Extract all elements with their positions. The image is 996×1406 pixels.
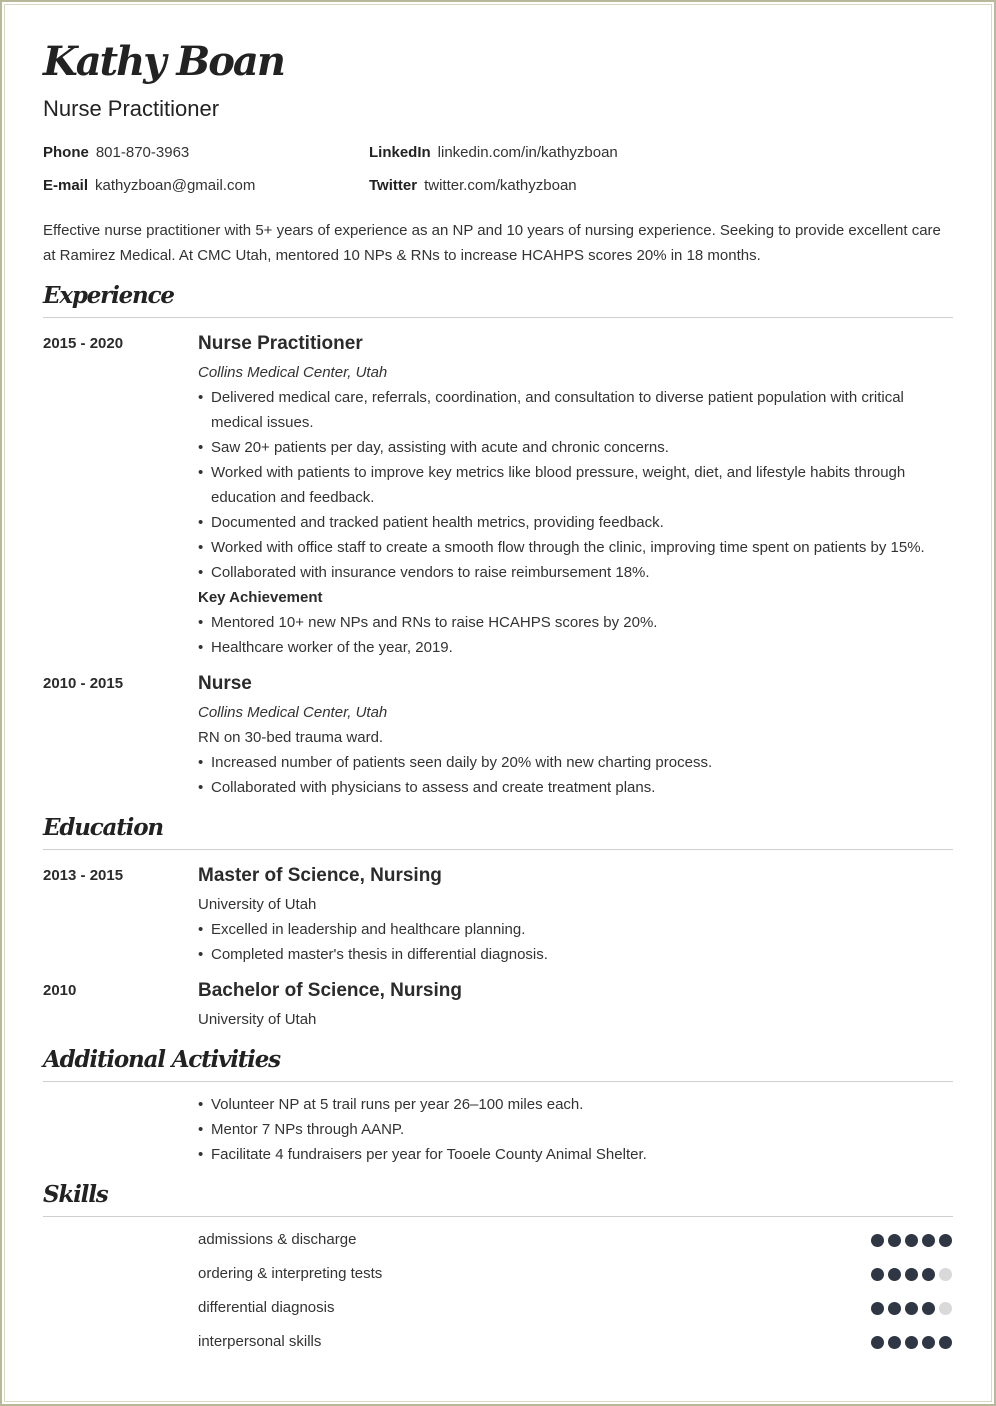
rating-dot-filled — [905, 1336, 918, 1349]
rating-dot-filled — [871, 1302, 884, 1315]
rating-dot-filled — [905, 1268, 918, 1281]
section-divider — [43, 1081, 953, 1082]
phone-label: Phone — [43, 144, 89, 161]
school-name: University of Utah — [198, 1011, 317, 1028]
list-item: • Mentored 10+ new NPs and RNs to raise HCAHPS scores by 20%. — [198, 610, 951, 635]
skill-name: differential diagnosis — [198, 1299, 335, 1316]
list-item: • Healthcare worker of the year, 2019. — [198, 635, 951, 660]
contact-twitter — [369, 177, 577, 194]
contact-phone — [43, 144, 189, 161]
job-dates: 2015 - 2020 — [43, 335, 124, 352]
job-employer: Collins Medical Center, Utah — [198, 364, 388, 381]
candidate-name: Kathy Boan — [43, 38, 284, 85]
contact-linkedin — [369, 144, 618, 161]
list-item: • Facilitate 4 fundraisers per year for Tooele County Animal Shelter. — [198, 1142, 951, 1167]
inner-frame — [4, 4, 992, 1402]
rating-dot-empty — [939, 1302, 952, 1315]
job-dates: 2010 - 2015 — [43, 675, 124, 692]
section-title-education: Education — [43, 814, 163, 841]
skill-name: interpersonal skills — [198, 1333, 322, 1350]
key-achievement-label: Key Achievement — [198, 589, 323, 606]
phone-value: 801-870-3963 — [95, 144, 190, 161]
section-title-activities: Additional Activities — [43, 1046, 280, 1073]
skill-rating — [871, 1336, 952, 1349]
section-divider — [43, 1216, 953, 1217]
rating-dot-filled — [871, 1268, 884, 1281]
skill-rating — [871, 1302, 952, 1315]
section-divider — [43, 849, 953, 850]
list-item: • Worked with office staff to create a smooth flow through the clinic, improving time spent on patients by 15%. — [198, 535, 951, 560]
school-name: University of Utah — [198, 896, 317, 913]
list-item: • Worked with patients to improve key metrics like blood pressure, weight, diet, and lifestyle habits through education and feedback. — [198, 460, 951, 510]
list-item: • Documented and tracked patient health metrics, providing feedback. — [198, 510, 951, 535]
linkedin-label: LinkedIn — [369, 144, 431, 161]
section-title-skills: Skills — [43, 1181, 108, 1208]
list-item: • Collaborated with physicians to assess and create treatment plans. — [198, 775, 951, 800]
rating-dot-filled — [922, 1268, 935, 1281]
list-item: • Volunteer NP at 5 trail runs per year 26–100 miles each. — [198, 1092, 951, 1117]
skill-rating — [871, 1234, 952, 1247]
rating-dot-filled — [922, 1302, 935, 1315]
job-description: RN on 30-bed trauma ward. — [198, 729, 384, 746]
linkedin-value[interactable]: linkedin.com/in/kathyzboan — [437, 144, 618, 161]
section-title-experience: Experience — [43, 282, 174, 309]
summary: Effective nurse practitioner with 5+ years of experience as an NP and 10 years of nursing experience. Seeking to provide excellent care at Ramirez Medical. At CMC Utah, mentored 10 NPs & RNs to increase HCAHPS scores 20% in 18 months. — [43, 222, 941, 264]
list-item: • Excelled in leadership and healthcare planning. — [198, 917, 951, 942]
education-dates: 2013 - 2015 — [43, 867, 124, 884]
list-item: • Completed master's thesis in differential diagnosis. — [198, 942, 951, 967]
list-item: • Collaborated with insurance vendors to raise reimbursement 18%. — [198, 560, 951, 585]
degree-title: Master of Science, Nursing — [198, 865, 442, 886]
rating-dot-filled — [922, 1234, 935, 1247]
skill-name: ordering & interpreting tests — [198, 1265, 383, 1282]
contact-email — [43, 177, 255, 194]
rating-dot-filled — [939, 1234, 952, 1247]
list-item: • Increased number of patients seen daily by 20% with new charting process. — [198, 750, 951, 775]
degree-title: Bachelor of Science, Nursing — [198, 980, 462, 1001]
rating-dot-filled — [888, 1302, 901, 1315]
rating-dot-filled — [905, 1234, 918, 1247]
rating-dot-filled — [871, 1336, 884, 1349]
candidate-title: Nurse Practitioner — [43, 96, 220, 121]
rating-dot-filled — [922, 1336, 935, 1349]
job-title: Nurse — [198, 673, 252, 694]
rating-dot-filled — [888, 1336, 901, 1349]
rating-dot-filled — [871, 1234, 884, 1247]
skill-rating — [871, 1268, 952, 1281]
job-title: Nurse Practitioner — [198, 333, 363, 354]
twitter-value[interactable]: twitter.com/kathyzboan — [424, 177, 577, 194]
rating-dot-filled — [888, 1268, 901, 1281]
section-divider — [43, 317, 953, 318]
twitter-label: Twitter — [369, 177, 418, 194]
rating-dot-filled — [939, 1336, 952, 1349]
rating-dot-empty — [939, 1268, 952, 1281]
job-employer: Collins Medical Center, Utah — [198, 704, 388, 721]
list-item: • Saw 20+ patients per day, assisting with acute and chronic concerns. — [198, 435, 951, 460]
email-label: E-mail — [43, 177, 89, 194]
list-item: • Mentor 7 NPs through AANP. — [198, 1117, 951, 1142]
rating-dot-filled — [888, 1234, 901, 1247]
email-value[interactable]: kathyzboan@gmail.com — [95, 177, 256, 194]
education-dates: 2010 — [43, 982, 77, 999]
list-item: • Delivered medical care, referrals, coordination, and consultation to diverse patient population with critical medical issues. — [198, 385, 951, 435]
skill-name: admissions & discharge — [198, 1231, 357, 1248]
rating-dot-filled — [905, 1302, 918, 1315]
